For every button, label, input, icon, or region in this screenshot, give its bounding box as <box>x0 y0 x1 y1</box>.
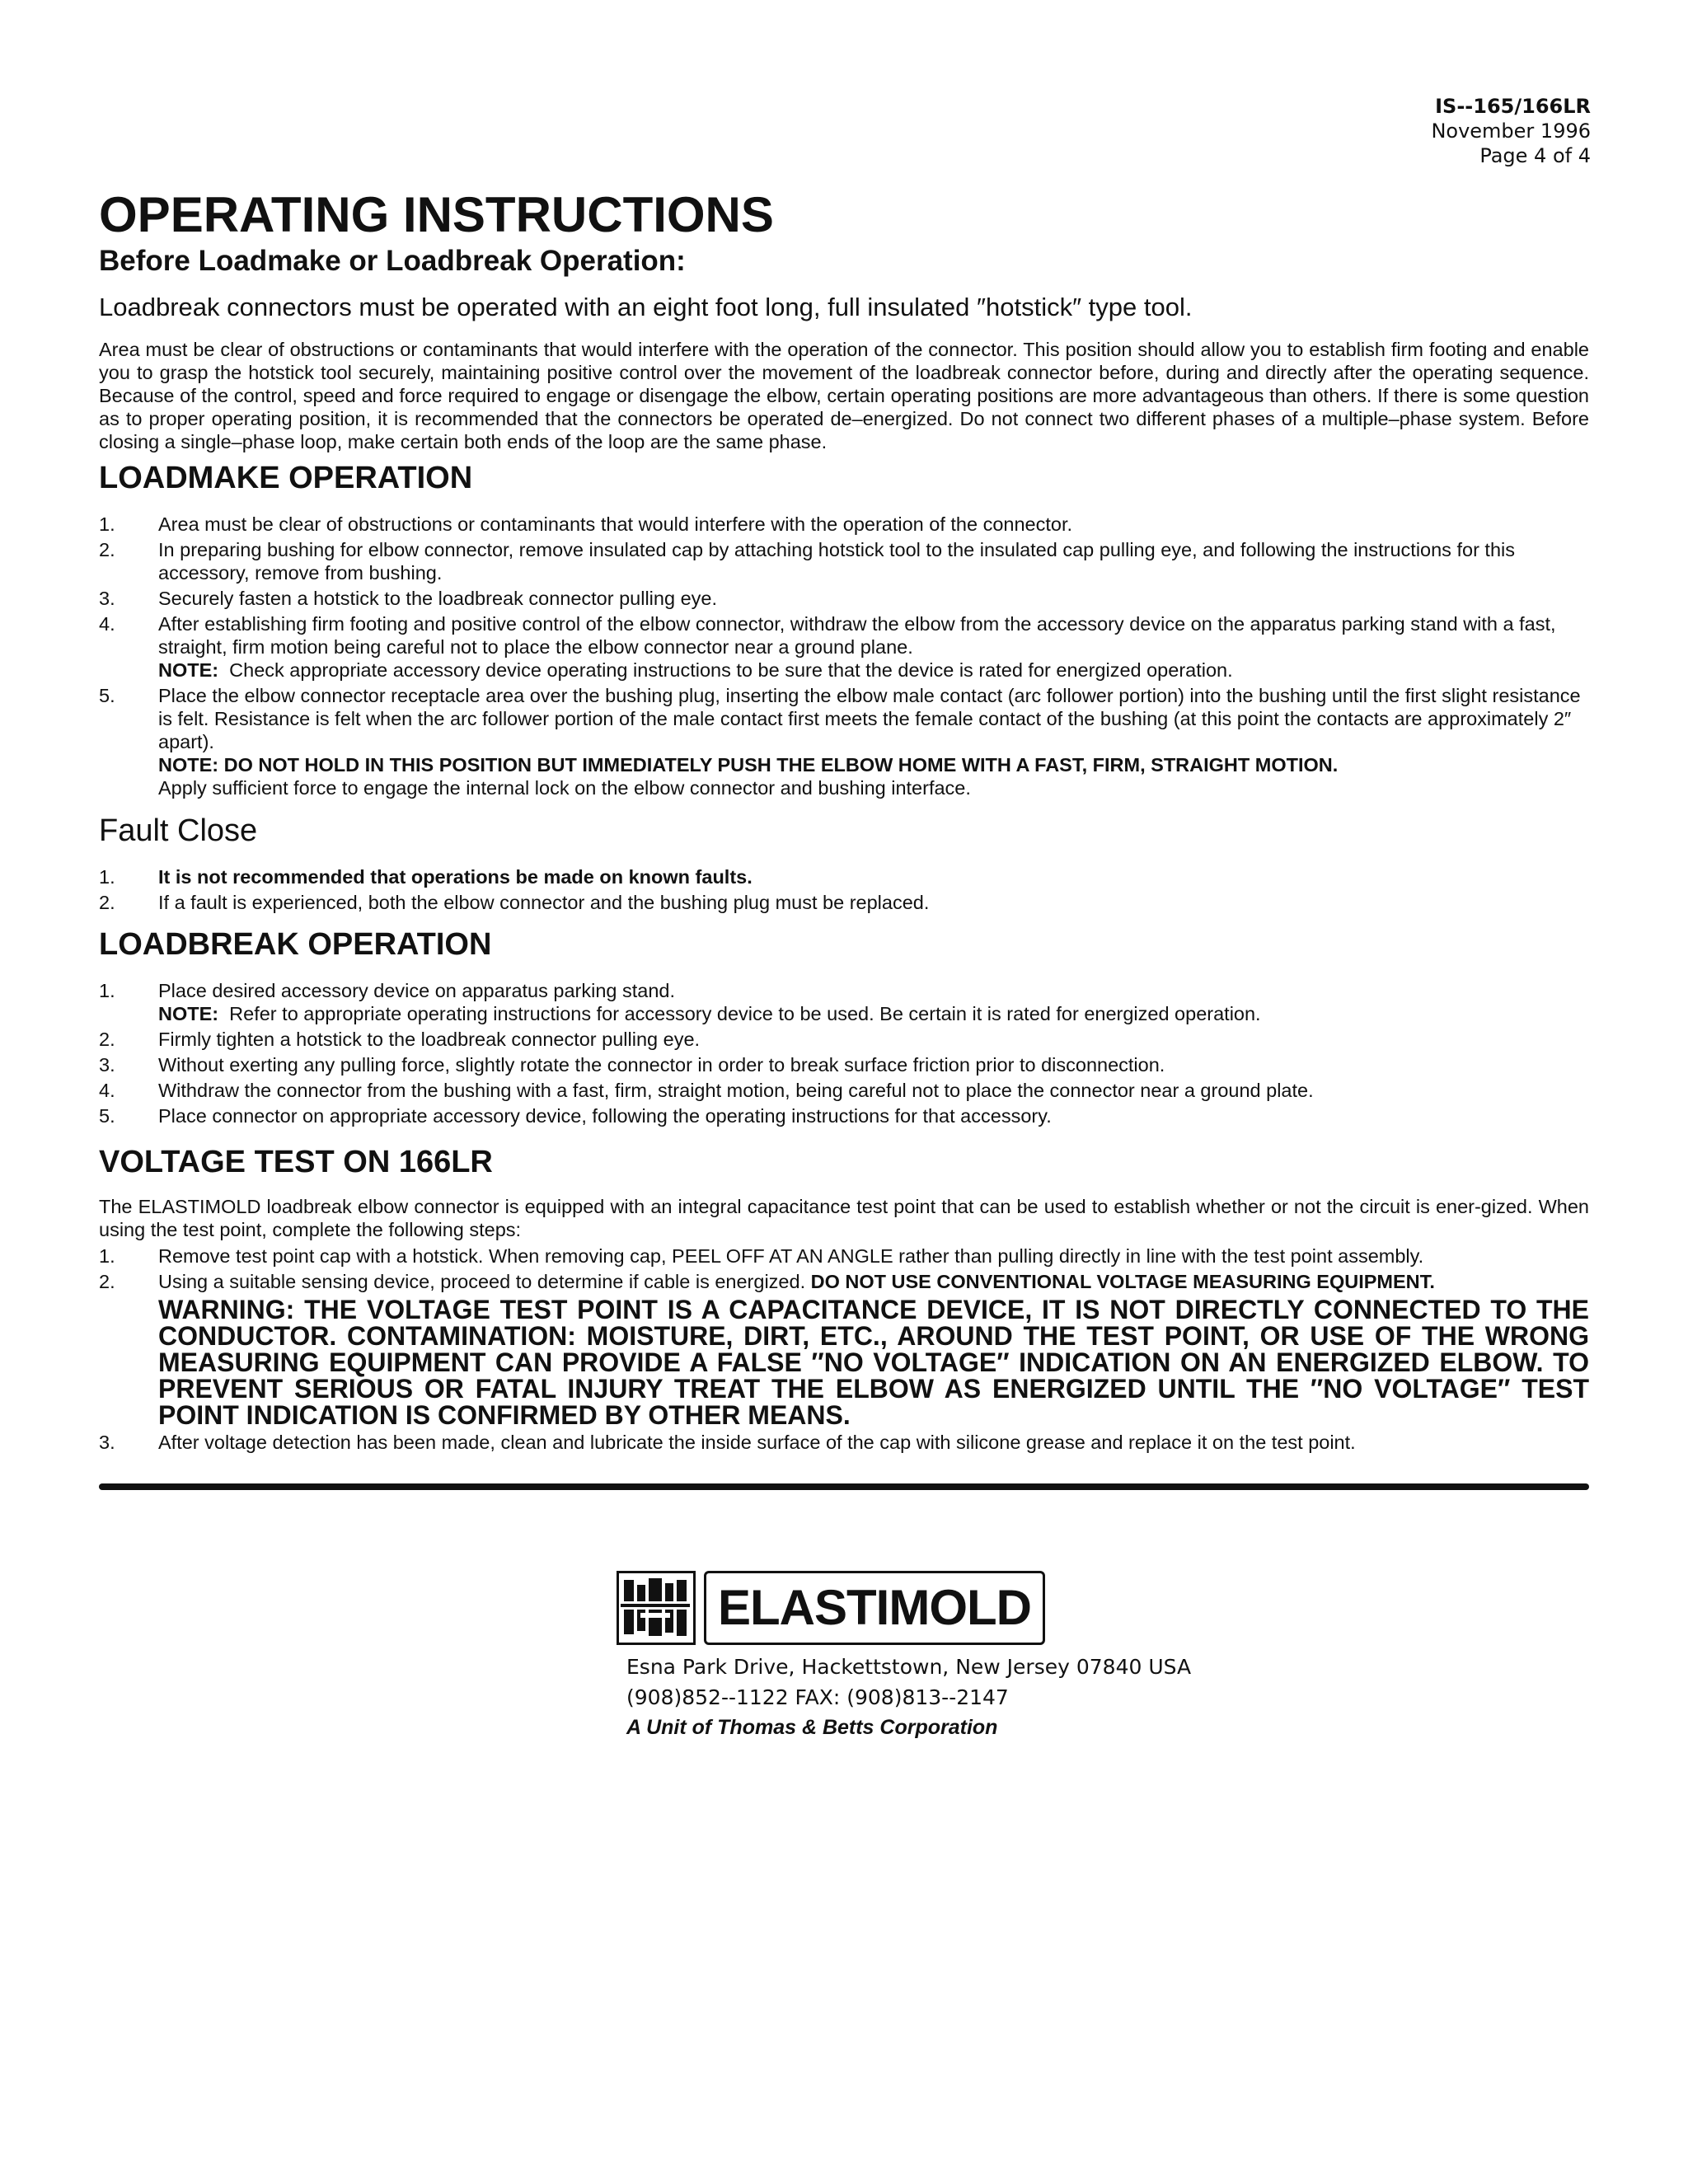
voltage-test-heading: VOLTAGE TEST ON 166LR <box>99 1145 493 1179</box>
company-address: Esna Park Drive, Hackettstown, New Jersey 07840 USA <box>626 1655 1192 1679</box>
note-bold: NOTE: DO NOT HOLD IN THIS POSITION BUT IMMEDIATELY PUSH THE ELBOW HOME WITH A FAST, FIRM, STRAIGHT MOTION. <box>158 754 1339 776</box>
logo-wordmark: ELASTIMOLD <box>704 1571 1045 1645</box>
list-item: 1. Area must be clear of obstructions or contaminants that would interfere with the operation of the connector. <box>99 513 1073 535</box>
list-item: 1. Remove test point cap with a hotstick. When removing cap, PEEL OFF AT AN ANGLE rather than pulling directly in line with the test point assembly. <box>99 1245 1424 1267</box>
list-item: 3. Without exerting any pulling force, slightly rotate the connector in order to break surface friction prior to disconnection. <box>99 1054 1165 1076</box>
doc-number: IS--165/166LR <box>1435 95 1591 118</box>
list-item: 3. After voltage detection has been made, clean and lubricate the inside surface of the cap with silicone grease and replace it on the test point. <box>99 1432 1356 1453</box>
company-address-block <box>626 1652 1191 1743</box>
note: NOTE: Check appropriate accessory device operating instructions to be sure that the device is rated for energized operation. <box>158 659 1233 681</box>
list-item: 2. Firmly tighten a hotstick to the loadbreak connector pulling eye. <box>99 1029 701 1050</box>
page-subtitle: Before Loadmake or Loadbreak Operation: <box>99 245 686 277</box>
voltage-test-list <box>99 1244 1589 1456</box>
page-number: Page 4 of 4 <box>1479 144 1591 167</box>
document-header <box>1431 94 1591 168</box>
lead-paragraph: Loadbreak connectors must be operated with an eight foot long, full insulated ″hotstick″ type tool. <box>99 293 1193 321</box>
list-item: 1. Place desired accessory device on apparatus parking stand. NOTE: Refer to appropriate operating instructions for accessory device to be used. Be certain it is rated for energized operation. <box>99 979 1589 1025</box>
list-item: 4. After establishing firm footing and positive control of the elbow connector, withdraw the elbow from the accessory device on the apparatus parking stand with a fast, straight, firm motion being careful not to place the elbow connector near a ground plane. NOTE: Check appropriate accessory device operating instructions to be sure that the device is rated for energized operation. <box>99 612 1589 682</box>
list-item: 4. Withdraw the connector from the bushing with a fast, firm, straight motion, being careful not to place the connector near a ground plate. <box>99 1080 1314 1101</box>
fault-close-list <box>99 865 1589 916</box>
note: NOTE: Refer to appropriate operating instructions for accessory device to be used. Be certain it is rated for energized operation. <box>158 1003 1261 1024</box>
list-item: 2. In preparing bushing for elbow connector, remove insulated cap by attaching hotstick tool to the insulated cap pulling eye, and following the instructions for this accessory, remove from bushing. <box>99 539 1515 583</box>
elastimold-mark-icon <box>617 1571 696 1645</box>
list-item: 5. Place the elbow connector receptacle area over the bushing plug, inserting the elbow male contact (arc follower portion) into the bushing until the first slight resistance is felt. Resistance is felt when the arc follower portion of the male contact first meets the female contact of the bushing (at this point the contacts are approximately 2″ apart). NOTE: DO NOT HOLD IN THIS POSITION BUT IMMEDIATELY PUSH THE ELBOW HOME WITH A FAST, FIRM, STRAIGHT MOTION. Apply sufficient force to engage the internal lock on the elbow connector and bushing interface. <box>99 684 1589 799</box>
loadbreak-list <box>99 979 1589 1130</box>
page-title: OPERATING INSTRUCTIONS <box>99 187 774 242</box>
list-item: 5. Place connector on appropriate accessory device, following the operating instructions for that accessory. <box>99 1105 1052 1127</box>
voltage-test-intro: The ELASTIMOLD loadbreak elbow connector is equipped with an integral capacitance test point that can be used to establish whether or not the circuit is ener-gized. When using the test point, complete the following steps: <box>99 1196 1589 1240</box>
section-divider <box>99 1483 1589 1490</box>
doc-date: November 1996 <box>1431 120 1591 143</box>
company-phone: (908)852--1122 FAX: (908)813--2147 <box>626 1685 1009 1709</box>
intro-paragraph: Area must be clear of obstructions or contaminants that would interfere with the operation of the connector. This position should allow you to establish firm footing and enable you to grasp the hotstick tool securely, maintaining positive control over the movement of the loadbreak connector before, during and directly after the operating sequence. Because of the control, speed and force required to engage or disengage the elbow, certain operating positions are more advantageous than others. If there is some question as to proper operating position, it is recommended that the connectors be operated de–energized. Do not connect two different phases of a multiple–phase system. Before closing a single–phase loop, make certain both ends of the loop are the same phase. <box>99 339 1589 452</box>
fault-close-heading: Fault Close <box>99 813 258 848</box>
loadbreak-heading: LOADBREAK OPERATION <box>99 927 492 962</box>
company-parent: A Unit of Thomas & Betts Corporation <box>626 1716 998 1739</box>
loadmake-heading: LOADMAKE OPERATION <box>99 461 473 495</box>
note-after: Apply sufficient force to engage the internal lock on the elbow connector and bushing interface. <box>158 777 971 799</box>
list-item: 3. Securely fasten a hotstick to the loadbreak connector pulling eye. <box>99 588 717 609</box>
loadmake-list <box>99 513 1589 802</box>
list-item: 2. If a fault is experienced, both the elbow connector and the bushing plug must be replaced. <box>99 892 930 913</box>
warning-text: WARNING: THE VOLTAGE TEST POINT IS A CAPACITANCE DEVICE, IT IS NOT DIRECTLY CONNECTED TO THE CONDUCTOR. CONTAMINATION: MOISTURE, DIRT, ETC., AROUND THE TEST POINT, OR USE OF THE WRONG MEASURING EQUIPMENT CAN PROVIDE A FALSE ″NO VOLTAGE″ INDICATION ON AN ENERGIZED ELBOW. TO PREVENT SERIOUS OR FATAL INJURY TREAT THE ELBOW AS ENERGIZED UNTIL THE ″NO VOLTAGE″ TEST POINT INDICATION IS CONFIRMED BY OTHER MEANS. <box>158 1295 1589 1430</box>
list-item: 1. It is not recommended that operations be made on known faults. <box>99 866 753 888</box>
list-item: 2. Using a suitable sensing device, proceed to determine if cable is energized. DO NOT USE CONVENTIONAL VOLTAGE MEASURING EQUIPMENT. WARNING: THE VOLTAGE TEST POINT IS A CAPACITANCE DEVICE, IT IS NOT DIRECTLY CONNECTED TO THE CONDUCTOR. CONTAMINATION: MOISTURE, DIRT, ETC., AROUND THE TEST POINT, OR USE OF THE WRONG MEASURING EQUIPMENT CAN PROVIDE A FALSE ″NO VOLTAGE″ INDICATION ON AN ENERGIZED ELBOW. TO PREVENT SERIOUS OR FATAL INJURY TREAT THE ELBOW AS ENERGIZED UNTIL THE ″NO VOLTAGE″ TEST POINT INDICATION IS CONFIRMED BY OTHER MEANS. <box>99 1271 1589 1430</box>
